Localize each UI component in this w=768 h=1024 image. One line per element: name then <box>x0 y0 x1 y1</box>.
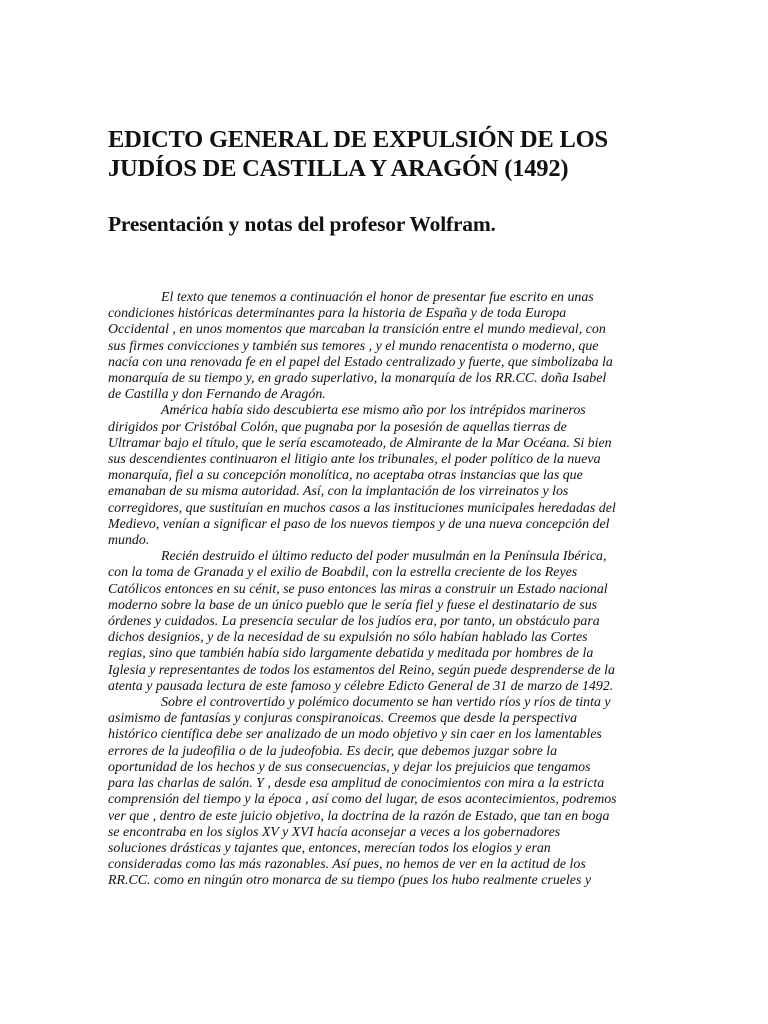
document-subtitle: Presentación y notas del profesor Wolfram. <box>108 212 496 236</box>
body-line: moderno sobre la base de un único pueblo que le sería fiel y fuese el destinatario de sus <box>108 597 598 613</box>
body-line: atenta y pausada lectura de este famoso y célebre Edicto General de 31 de marzo de 1492. <box>108 678 614 694</box>
body-line: consideradas como las más razonables. Así pues, no hemos de ver en la actitud de los <box>108 857 586 873</box>
body-line: América había sido descubierta ese mismo año por los intrépidos marineros <box>161 403 586 419</box>
body-line: Recién destruido el último reducto del poder musulmán en la Península Ibérica, <box>161 549 607 565</box>
body-line: con la toma de Granada y el exilio de Boabdil, con la estrella creciente de los Reyes <box>108 565 578 581</box>
body-line: dichos designios, y de la necesidad de su expulsión no sólo habían hablado las Cortes <box>108 630 588 646</box>
body-line: Medievo, venían a significar el paso de los nuevos tiempos y de una nueva concepción del <box>108 516 610 532</box>
document-title: EDICTO GENERAL DE EXPULSIÓN DE LOS JUDÍOS DE CASTILLA Y ARAGÓN (1492) <box>108 126 608 182</box>
body-line: corregidores, que sustituían en muchos casos a las instituciones municipales heredadas del <box>108 500 616 516</box>
body-line: regias, sino que también había sido largamente debatida y meditada por hombres de la <box>108 646 594 662</box>
body-line: Católicos entonces en su cénit, se puso entonces las miras a construir un Estado nacional <box>108 581 608 597</box>
body-line: sus descendientes continuaron el litigio ante los tribunales, el poder político de la nueva <box>108 452 601 468</box>
body-line: nacía con una renovada fe en el papel del Estado centralizado y fuerte, que simbolizaba la <box>108 354 613 370</box>
body-line: Sobre el controvertido y polémico documento se han vertido ríos y ríos de tinta y <box>161 695 611 711</box>
body-line: oportunidad de los hechos y de sus consecuencias, y dejar los prejuicios que tengamos <box>108 759 591 775</box>
body-line: RR.CC. como en ningún otro monarca de su tiempo (pues los hubo realmente crueles y <box>108 873 592 889</box>
body-line: Occidental , en unos momentos que marcaban la transición entre el mundo medieval, con <box>108 322 606 338</box>
body-line: soluciones drásticas y tajantes que, entonces, merecían todos los elogios y eran <box>108 840 551 856</box>
body-line: El texto que tenemos a continuación el honor de presentar fue escrito en unas <box>161 290 594 305</box>
body-line: dirigidos por Cristóbal Colón, que pugnaba por la posesión de aquellas tierras de <box>108 419 567 435</box>
body-line: asimismo de fantasías y conjuras conspiranoicas. Creemos que desde la perspectiva <box>108 711 578 727</box>
body-text <box>108 290 668 890</box>
body-line: errores de la judeofilia o de la judeofobia. Es decir, que debemos juzgar sobre la <box>108 743 558 759</box>
body-line: ver que , dentro de este juicio objetivo, la doctrina de la razón de Estado, que tan en boga <box>108 808 610 824</box>
body-line: histórico científica debe ser analizado de un modo objetivo y sin caer en los lamentables <box>108 727 602 743</box>
body-line: Iglesia y representantes de todos los estamentos del Reino, según puede desprenderse de la <box>108 662 615 678</box>
body-line: sus firmes convicciones y también sus temores , y el mundo renacentista o moderno, que <box>108 338 599 354</box>
body-line: emanaban de su misma autoridad. Así, con la implantación de los virreinatos y los <box>108 484 569 500</box>
body-line: mundo. <box>108 533 150 549</box>
body-line: comprensión del tiempo y la época , así como del lugar, de esos acontecimientos, podremos <box>108 792 617 808</box>
body-line: condiciones históricas determinantes para la historia de España y de toda Europa <box>108 306 567 322</box>
body-line: Ultramar bajo el título, que le sería escamoteado, de Almirante de la Mar Océana. Si bien <box>108 435 612 451</box>
body-line: se encontraba en los siglos XV y XVI hacía aconsejar a veces a los gobernadores <box>108 824 561 840</box>
body-line: monarquía, fiel a su concepción monolítica, no aceptaba otras instancias que las que <box>108 468 583 484</box>
body-line: órdenes y cuidados. La presencia secular de los judíos era, por tanto, un obstáculo para <box>108 614 600 630</box>
body-line: monarquía de su tiempo y, en grado superlativo, la monarquía de los RR.CC. doña Isabel <box>108 371 607 387</box>
body-line: para las charlas de salón. Y , desde esa amplitud de conocimientos con mira a la estricta <box>108 776 605 792</box>
body-line: de Castilla y don Fernando de Aragón. <box>108 387 326 403</box>
